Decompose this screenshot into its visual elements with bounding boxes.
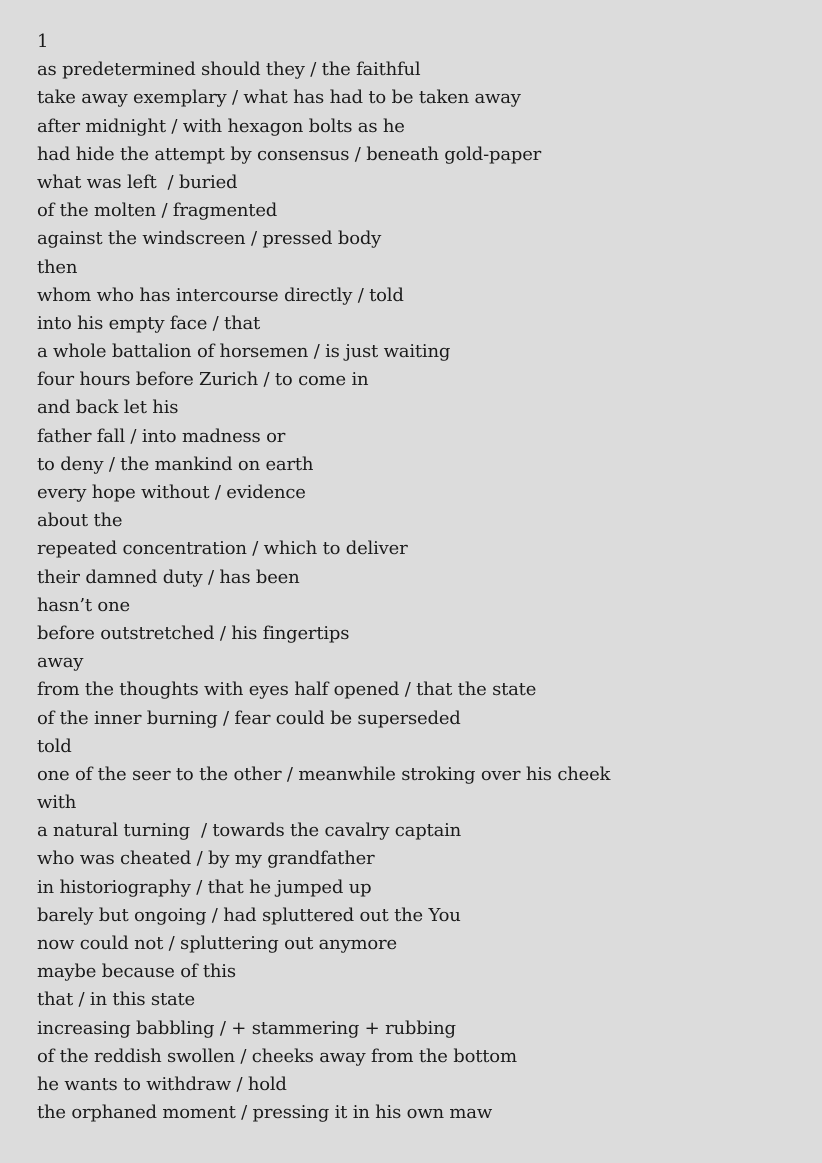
poem-line: who was cheated / by my grandfather <box>37 848 375 870</box>
poem-line: into his empty face / that <box>37 312 261 334</box>
poem-line: he wants to withdraw / hold <box>37 1073 287 1095</box>
poem-line: as predetermined should they / the faithful <box>37 59 421 81</box>
poem-line: now could not / spluttering out anymore <box>37 933 397 954</box>
poem-line: take away exemplary / what has had to be taken away <box>37 87 521 109</box>
poem-line: about the <box>37 510 123 532</box>
poem-line: four hours before Zurich / to come in <box>37 369 369 391</box>
poem-line: of the inner burning / fear could be superseded <box>37 707 461 729</box>
poem-line: whom who has intercourse directly / told <box>37 284 404 306</box>
poem-line: their damned duty / has been <box>37 566 300 588</box>
poem-line: father fall / into madness or <box>37 425 286 447</box>
poem-line: with <box>37 792 77 814</box>
poem-text <box>37 28 782 1127</box>
poem-line: then <box>37 256 78 278</box>
poem-line: repeated concentration / which to deliver <box>37 538 408 560</box>
poem-line: one of the seer to the other / meanwhile stroking over his cheek <box>37 763 611 785</box>
poem-line: before outstretched / his fingertips <box>37 622 350 644</box>
poem-line: had hide the attempt by consensus / beneath gold-paper <box>37 143 542 165</box>
poem-line: barely but ongoing / had spluttered out the You <box>37 904 461 926</box>
poem-line: told <box>37 735 72 757</box>
poem-line: a whole battalion of horsemen / is just waiting <box>37 341 451 363</box>
poem-line: away <box>37 651 84 673</box>
poem-line: after midnight / with hexagon bolts as he <box>37 115 405 137</box>
poem-line: the orphaned moment / pressing it in his own maw <box>37 1102 493 1124</box>
poem-line: every hope without / evidence <box>37 482 306 503</box>
poem-line: against the windscreen / pressed body <box>37 228 382 250</box>
poem-line: and back let his <box>37 397 179 419</box>
poem-line: of the molten / fragmented <box>37 200 278 222</box>
poem-line: in historiography / that he jumped up <box>37 876 372 898</box>
poem-line: hasn’t one <box>37 594 130 616</box>
poem-line: that / in this state <box>37 989 196 1011</box>
page-number: 1 <box>37 31 49 52</box>
poem-line: to deny / the mankind on earth <box>37 453 314 475</box>
poem-line: a natural turning / towards the cavalry captain <box>37 820 462 842</box>
poem-line: increasing babbling / + stammering + rubbing <box>37 1017 456 1039</box>
poem-line: maybe because of this <box>37 961 236 983</box>
poem-line: what was left / buried <box>37 171 238 193</box>
poem-line: from the thoughts with eyes half opened / that the state <box>37 679 537 701</box>
poem-line: of the reddish swollen / cheeks away from the bottom <box>37 1045 517 1067</box>
